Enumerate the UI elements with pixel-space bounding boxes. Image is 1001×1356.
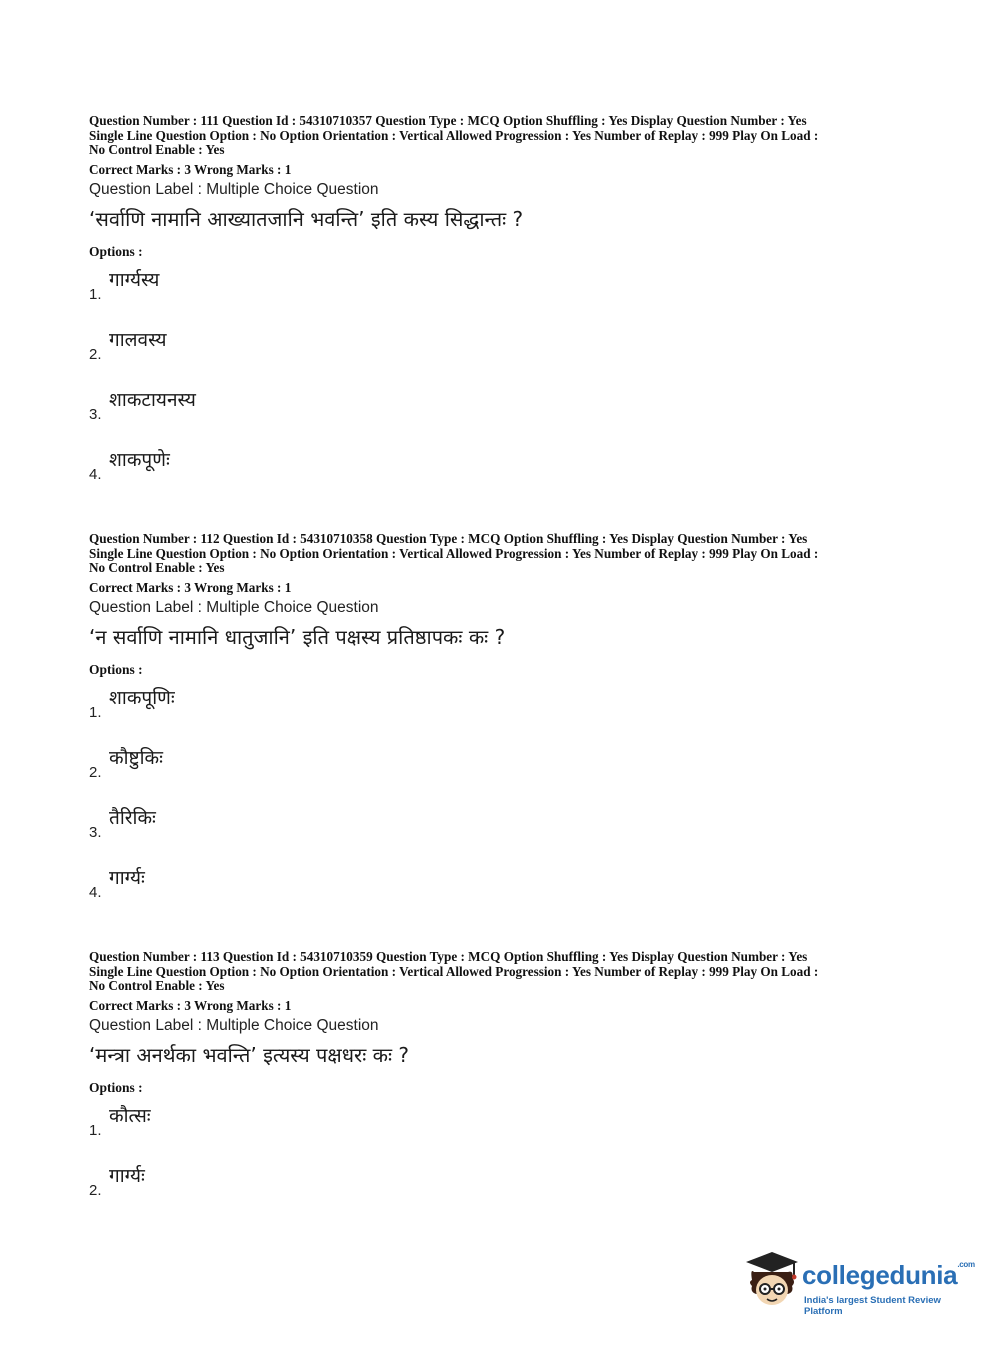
option-item <box>89 386 919 446</box>
option-text: गार्ग्यस्य <box>109 268 160 291</box>
option-item <box>89 744 919 804</box>
option-text: कौत्सः <box>109 1104 151 1127</box>
option-text: गालवस्य <box>109 328 167 351</box>
option-text: शाकपूणेः <box>109 448 170 471</box>
options-heading: Options : <box>89 1079 143 1095</box>
option-item <box>89 804 919 864</box>
option-number: 1. <box>89 703 102 721</box>
option-number: 4. <box>89 883 102 901</box>
option-number: 1. <box>89 1121 102 1139</box>
option-number: 1. <box>89 285 102 303</box>
option-text: कौष्टुकिः <box>109 746 163 769</box>
option-text: गार्ग्यः <box>109 1164 145 1187</box>
question-label: Question Label : Multiple Choice Question <box>89 598 379 616</box>
option-text: शाकपूणिः <box>109 686 175 709</box>
question-marks: Correct Marks : 3 Wrong Marks : 1 <box>89 997 292 1013</box>
option-text: तैरिकिः <box>109 806 156 829</box>
meta-line: Single Line Question Option : No Option Orientation : Vertical Allowed Progression : Yes Number of Replay : 999 Play On Load : <box>89 545 819 561</box>
question-text: ‘सर्वाणि नामानि आख्यातजानि भवन्ति’ इति कस्य सिद्धान्तः ? <box>89 206 524 231</box>
option-number: 2. <box>89 345 102 363</box>
question-label: Question Label : Multiple Choice Question <box>89 1016 379 1034</box>
meta-line: Single Line Question Option : No Option Orientation : Vertical Allowed Progression : Yes Number of Replay : 999 Play On Load : <box>89 127 819 143</box>
question-marks: Correct Marks : 3 Wrong Marks : 1 <box>89 161 292 177</box>
meta-line: Question Number : 112 Question Id : 54310710358 Question Type : MCQ Option Shuffling : Yes Display Question Number : Yes <box>89 531 808 546</box>
options-heading: Options : <box>89 661 143 677</box>
logo-tagline: India's largest Student Review Platform <box>804 1295 941 1317</box>
option-item <box>89 326 919 386</box>
option-item <box>89 864 919 924</box>
question-meta <box>89 114 919 158</box>
option-number: 2. <box>89 1181 102 1199</box>
logo-suffix: .com <box>957 1260 975 1269</box>
question-meta <box>89 950 919 994</box>
option-number: 2. <box>89 763 102 781</box>
option-item <box>89 446 919 506</box>
option-number: 3. <box>89 823 102 841</box>
option-item <box>89 266 919 326</box>
question-marks: Correct Marks : 3 Wrong Marks : 1 <box>89 579 292 595</box>
meta-line: Single Line Question Option : No Option Orientation : Vertical Allowed Progression : Yes Number of Replay : 999 Play On Load : <box>89 963 819 979</box>
option-item <box>89 1162 919 1222</box>
meta-line: Question Number : 113 Question Id : 54310710359 Question Type : MCQ Option Shuffling : Yes Display Question Number : Yes <box>89 949 808 964</box>
question-label: Question Label : Multiple Choice Question <box>89 180 379 198</box>
logo-wordmark <box>802 1260 975 1291</box>
option-text: शाकटायनस्य <box>109 388 196 411</box>
question-text: ‘मन्त्रा अनर्थका भवन्ति’ इत्यस्य पक्षधरः कः ? <box>89 1042 409 1067</box>
question-meta <box>89 532 919 576</box>
options-heading: Options : <box>89 243 143 259</box>
meta-line: Question Number : 111 Question Id : 54310710357 Question Type : MCQ Option Shuffling : Yes Display Question Number : Yes <box>89 113 807 128</box>
option-text: गार्ग्यः <box>109 866 145 889</box>
option-number: 4. <box>89 465 102 483</box>
question-text: ‘न सर्वाणि नामानि धातुजानि’ इति पक्षस्य प्रतिष्ठापकः कः ? <box>89 624 506 649</box>
option-item <box>89 1102 919 1162</box>
option-number: 3. <box>89 405 102 423</box>
question-block-112 <box>89 532 919 924</box>
logo-name-text: collegedunia <box>802 1260 958 1290</box>
option-item <box>89 684 919 744</box>
meta-line: No Control Enable : Yes <box>89 142 225 158</box>
collegedunia-logo <box>742 1250 975 1317</box>
meta-line: No Control Enable : Yes <box>89 978 225 994</box>
question-block-113 <box>89 950 919 1222</box>
mascot-icon <box>742 1250 802 1310</box>
meta-line: No Control Enable : Yes <box>89 560 225 576</box>
question-block-111 <box>89 114 919 506</box>
